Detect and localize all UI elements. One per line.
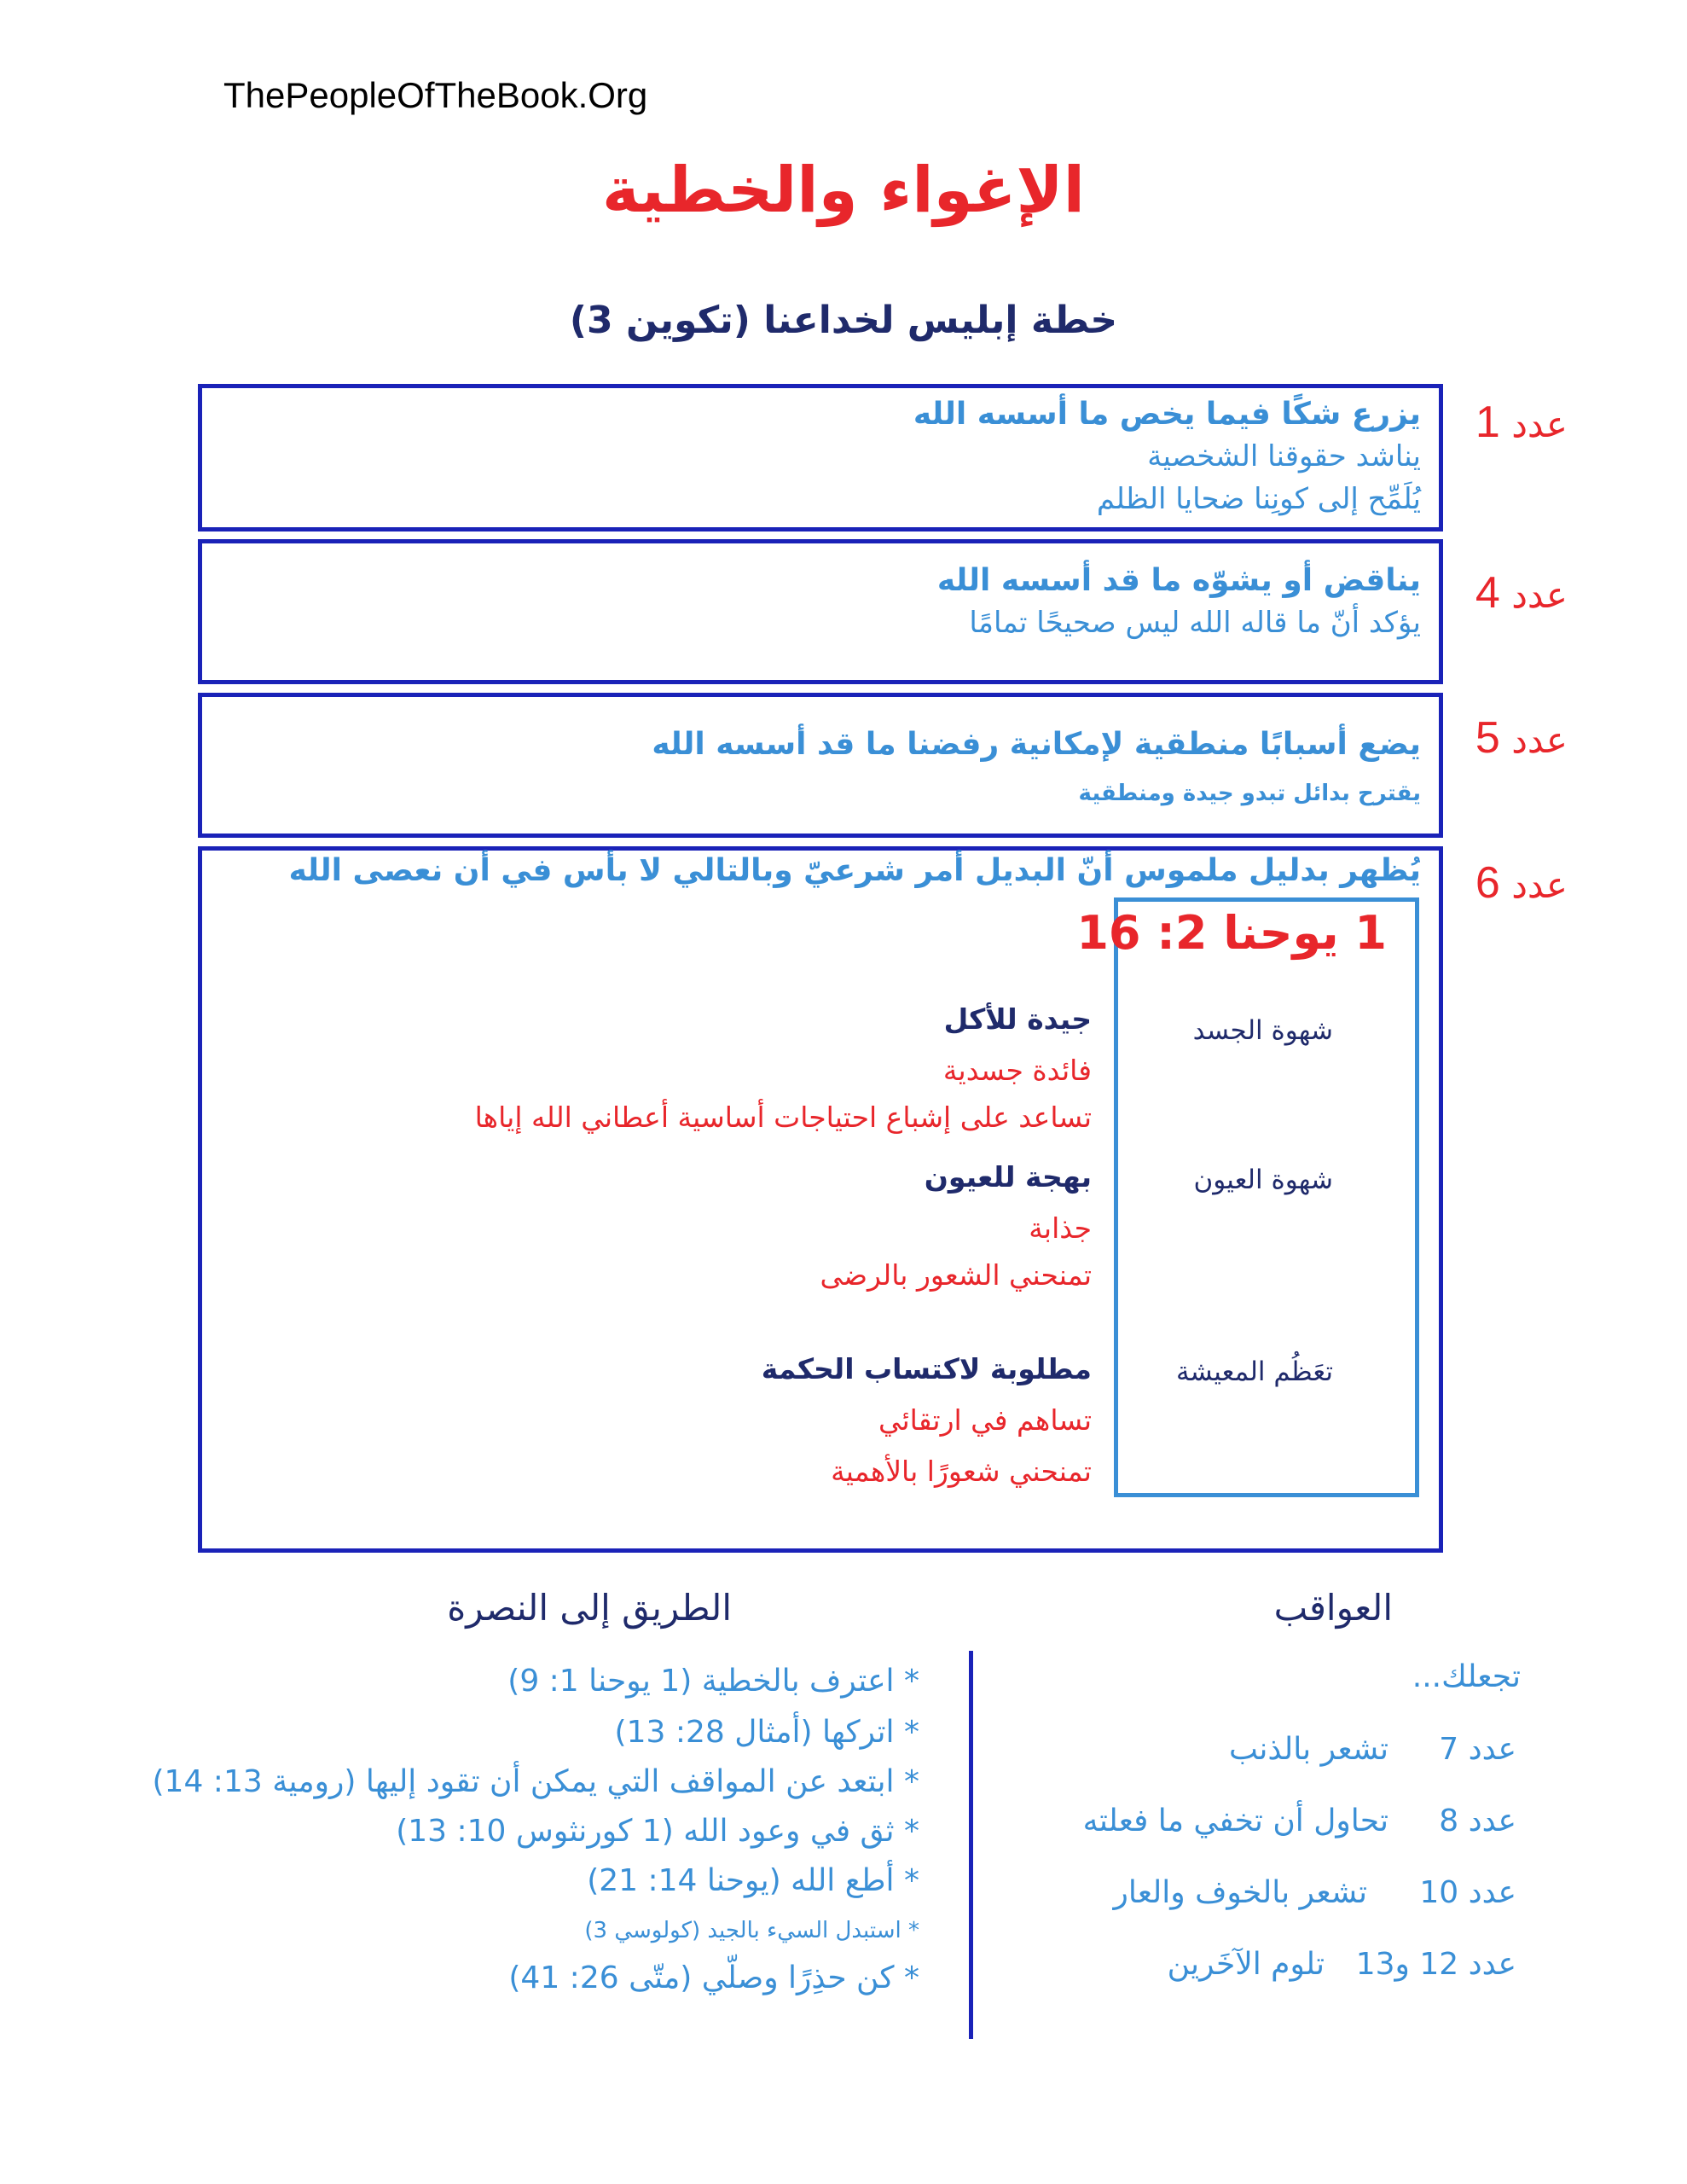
verse-number: 1 bbox=[1475, 398, 1500, 447]
road-item: * استبدل السيء بالجيد (كولوسي 3) bbox=[584, 1918, 919, 1943]
column-divider bbox=[969, 1651, 973, 2039]
verse-number: 6 bbox=[1475, 858, 1500, 908]
verse-label-6 bbox=[1475, 857, 1568, 909]
reference-heading: 1 يوحنا 2: 16 bbox=[1076, 906, 1387, 960]
verse-label-5 bbox=[1475, 712, 1568, 764]
lust-heading: مطلوبة لاكتساب الحكمة bbox=[761, 1352, 1092, 1385]
road-item: * اتركها (أمثال 28: 13) bbox=[614, 1715, 919, 1750]
section-line: يُلَمِّح إلى كونِنا ضحايا الظلم bbox=[1096, 482, 1421, 516]
road-item: * أطع الله (يوحنا 14: 21) bbox=[587, 1863, 919, 1898]
lust-label: شهوة الجسد bbox=[1192, 1015, 1333, 1046]
road-item: * ثق في وعود الله (1 كورنثوس 10: 13) bbox=[396, 1814, 919, 1849]
section-heading-4: يناقض أو يشوّه ما قد أسسه الله bbox=[936, 563, 1421, 598]
consequences-intro: تجعلك... bbox=[1412, 1659, 1521, 1694]
site-name: ThePeopleOfTheBook.Org bbox=[223, 75, 648, 115]
lust-item: تمنحني شعورًا بالأهمية bbox=[831, 1455, 1092, 1488]
consequence-ref: عدد 12 و13 bbox=[1355, 1947, 1516, 1982]
verse-word: عدد bbox=[1511, 404, 1568, 445]
reference-box bbox=[1114, 897, 1419, 1497]
page-subtitle: خطة إبليس لخداعنا (تكوين 3) bbox=[569, 299, 1118, 342]
consequence-text: تحاول أن تخفي ما فعلته bbox=[1082, 1804, 1388, 1838]
consequence-text: تشعر بالذنب bbox=[1228, 1732, 1388, 1767]
section-heading-5: يضع أسبابًا منطقية لإمكانية رفضنا ما قد أسسه الله bbox=[652, 727, 1421, 762]
lust-heading: جيدة للأكل bbox=[943, 1002, 1092, 1036]
verse-word: عدد bbox=[1511, 574, 1568, 616]
section-line: يؤكد أنّ ما قاله الله ليس صحيحًا تمامًا bbox=[969, 606, 1421, 640]
road-title: الطريق إلى النصرة bbox=[447, 1587, 732, 1629]
consequence-ref: عدد 10 bbox=[1419, 1875, 1516, 1910]
page-title: الإغواء والخطية bbox=[601, 154, 1086, 227]
lust-label: تعَظُم المعيشة bbox=[1175, 1356, 1333, 1387]
consequence-ref: عدد 7 bbox=[1439, 1732, 1516, 1767]
lust-item: تساعد على إشباع احتياجات أساسية أعطاني الله إياها bbox=[474, 1101, 1092, 1134]
consequence-ref: عدد 8 bbox=[1439, 1804, 1516, 1838]
section-heading-6: يُظهر بدليل ملموس أنّ البديل أمر شرعيّ وبالتالي لا بأس في أن نعصى الله bbox=[288, 853, 1421, 888]
road-item: * كن حذِرًا وصلّي (متّى 26: 41) bbox=[508, 1960, 919, 1995]
section-line: يناشد حقوقنا الشخصية bbox=[1147, 439, 1421, 473]
lust-item: فائدة جسدية bbox=[942, 1054, 1092, 1087]
verse-label-4 bbox=[1475, 567, 1568, 619]
lust-item: تساهم في ارتقائي bbox=[878, 1403, 1092, 1437]
verse-word: عدد bbox=[1511, 719, 1568, 761]
section-box-5 bbox=[198, 693, 1443, 838]
lust-item: تمنحني الشعور بالرضى bbox=[820, 1258, 1092, 1292]
lust-item: جذابة bbox=[1029, 1211, 1092, 1245]
consequence-text: تشعر بالخوف والعار bbox=[1113, 1875, 1367, 1910]
verse-label-1 bbox=[1475, 397, 1568, 448]
verse-number: 5 bbox=[1475, 713, 1500, 763]
lust-label: شهوة العيون bbox=[1193, 1165, 1333, 1195]
consequences-title: العواقب bbox=[1273, 1587, 1393, 1629]
road-item: * ابتعد عن المواقف التي يمكن أن تقود إليها (رومية 13: 14) bbox=[152, 1764, 919, 1799]
consequence-text: تلوم الآخَرين bbox=[1167, 1947, 1325, 1982]
section-heading-1: يزرع شكًا فيما يخص ما أسسه الله bbox=[913, 397, 1421, 432]
road-item: * اعترف بالخطية (1 يوحنا 1: 9) bbox=[507, 1664, 919, 1699]
verse-word: عدد bbox=[1511, 864, 1568, 906]
section-line: يقترح بدائل تبدو جيدة ومنطقية bbox=[1078, 781, 1421, 806]
lust-heading: بهجة للعيون bbox=[924, 1160, 1092, 1194]
verse-number: 4 bbox=[1475, 568, 1500, 618]
